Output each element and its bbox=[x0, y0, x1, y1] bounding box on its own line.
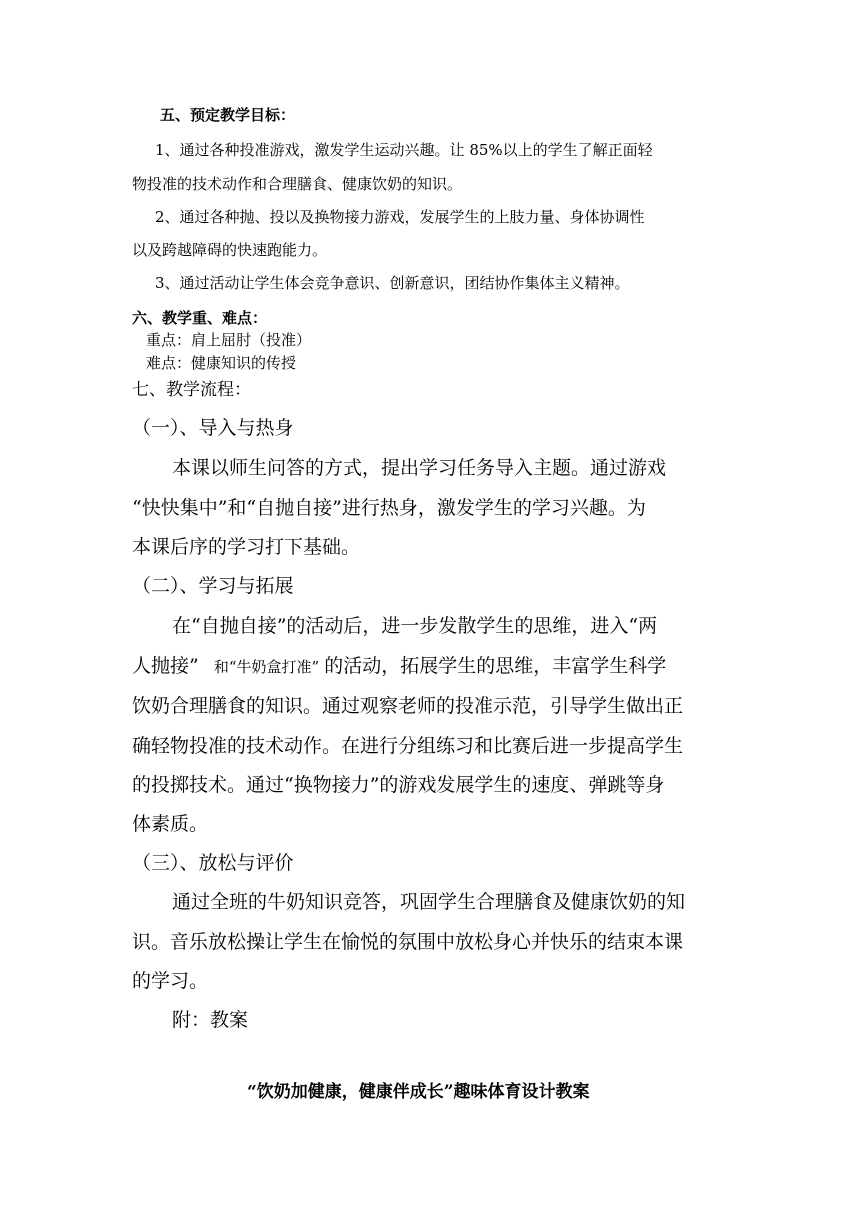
section7-heading: 七、教学流程： bbox=[132, 380, 251, 400]
difficulty-point: 难点：健康知识的传授 bbox=[146, 354, 297, 372]
part3-line2: 识。音乐放松操让学生在愉悦的氛围中放松身心并快乐的结束本课 bbox=[132, 931, 684, 953]
part3-title: （三）、放松与评价 bbox=[132, 852, 294, 874]
part2-line2 bbox=[132, 657, 666, 676]
part2-line3: 饮奶合理膳食的知识。通过观察老师的投准示范，引导学生做出正 bbox=[132, 695, 684, 717]
part2-line2-a: 人抛接” bbox=[132, 655, 199, 677]
part2-line5: 的投掷技术。通过“换物接力”的游戏发展学生的速度、弹跳等身 bbox=[132, 774, 665, 796]
part2-title: （二）、学习与拓展 bbox=[132, 575, 294, 597]
part1-line3: 本课后序的学习打下基础。 bbox=[132, 536, 361, 558]
part1-title: （一）、导入与热身 bbox=[132, 417, 294, 439]
part3-line3: 的学习。 bbox=[132, 970, 209, 992]
goal2-line2: 以及跨越障碍的快速跑能力。 bbox=[132, 241, 328, 259]
goal1-line1: 1、通过各种投准游戏，激发学生运动兴趣。让 85%以上的学生了解正面轻 bbox=[155, 141, 653, 159]
part2-line4: 确轻物投准的技术动作。在进行分组练习和比赛后进一步提高学生 bbox=[132, 735, 684, 757]
part2-line1: 在“自抛自接”的活动后，进一步发散学生的思维，进入“两 bbox=[172, 615, 658, 637]
part3-line1: 通过全班的牛奶知识竞答，巩固学生合理膳食及健康饮奶的知 bbox=[172, 891, 686, 913]
goal1-line2: 物投准的技术动作和合理膳食、健康饮奶的知识。 bbox=[132, 175, 463, 193]
appendix-label: 附：教案 bbox=[172, 1009, 249, 1031]
part2-line2-b: 和“牛奶盒打准” bbox=[213, 658, 320, 676]
part1-line2: “快快集中”和“自抛自接”进行热身，激发学生的学习兴趣。为 bbox=[132, 497, 646, 519]
lesson-plan-title: “饮奶加健康，健康伴成长”趣味体育设计教案 bbox=[247, 1082, 590, 1102]
section6-heading: 六、教学重、难点： bbox=[132, 309, 268, 327]
part2-line6: 体素质。 bbox=[132, 813, 209, 835]
key-point: 重点：肩上屈肘（投准） bbox=[146, 331, 312, 349]
section5-heading: 五、预定教学目标： bbox=[160, 106, 296, 124]
goal2-line1: 2、通过各种抛、投以及换物接力游戏，发展学生的上肢力量、身体协调性 bbox=[155, 208, 645, 226]
part1-line1: 本课以师生问答的方式，提出学习任务导入主题。通过游戏 bbox=[172, 457, 667, 479]
goal3-line: 3、通过活动让学生体会竞争意识、创新意识，团结协作集体主义精神。 bbox=[155, 274, 630, 292]
part2-line2-c: 的活动，拓展学生的思维，丰富学生科学 bbox=[324, 655, 667, 677]
